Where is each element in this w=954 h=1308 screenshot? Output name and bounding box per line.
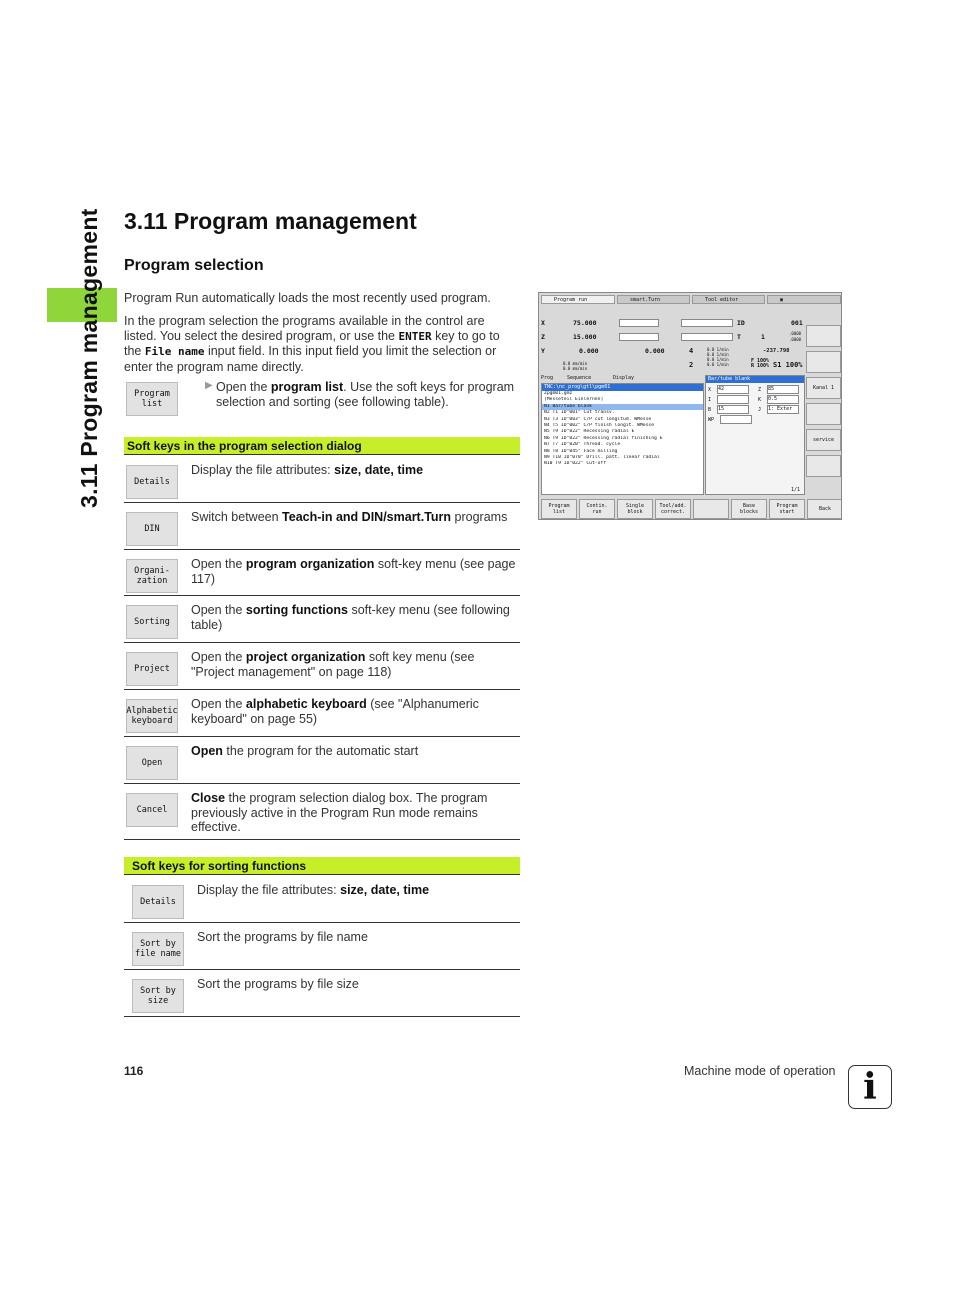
c-axis-field [681, 319, 733, 327]
tab-smart-turn[interactable] [617, 295, 690, 304]
table-row [124, 502, 520, 550]
dialog-field [758, 405, 799, 414]
t-label: T [737, 333, 741, 341]
dialog-field-input[interactable]: 0.5 [767, 395, 799, 404]
dialog-field-input[interactable]: 15 [717, 405, 749, 414]
softkey-button[interactable]: Organi- zation [126, 559, 178, 593]
feed-units [563, 361, 587, 371]
desc-text-bold: alphabetic keyboard [245, 697, 367, 711]
page-indicator: 1/1 [791, 487, 801, 493]
desc-text-bold: program organization [245, 557, 375, 571]
paragraph-2-text-b: key to go to the [124, 328, 500, 358]
sequence-menu[interactable]: Sequence [567, 375, 592, 381]
desc-text-bold: size, date, time [334, 463, 424, 477]
t-value: 1 [761, 333, 765, 341]
desc-text-pre: Sort the programs by file name [197, 930, 368, 944]
dialog-field-label: WP [708, 417, 715, 423]
table-row [124, 783, 520, 840]
paragraph-1: Program Run automatically loads the most recently used program. [124, 291, 491, 305]
softkey-button[interactable]: Project [126, 652, 178, 686]
angle-value: -237.798 [763, 348, 790, 354]
table-row [124, 736, 520, 784]
file-name-field-label: File name [144, 345, 205, 358]
softkey-button[interactable]: Sort by size [132, 979, 184, 1013]
axis-y-label: Y [541, 347, 545, 355]
paragraph-2 [124, 314, 520, 374]
list-item[interactable]: N6 T9 ID"022" Recessing radial finishing E [544, 435, 663, 441]
subsection-title: Program selection [124, 257, 264, 274]
dialog-field [758, 385, 799, 394]
softkey-button[interactable]: Sort by file name [132, 932, 184, 966]
list-item[interactable]: [Messeteil Einlernen] [544, 397, 604, 403]
program-list-lines [542, 391, 703, 468]
c2-axis-field [681, 333, 733, 341]
instruction-text [216, 380, 521, 409]
spindle-override: S1 100% [773, 361, 803, 369]
row-description [197, 883, 518, 898]
chapter-name: Machine mode of operation [684, 1064, 836, 1078]
dialog-field-label: Z [758, 387, 762, 393]
desc-text-pre: Display the file attributes: [191, 463, 335, 477]
desc-text-post: the program for the automatic start [222, 744, 419, 758]
softkey-button[interactable]: Details [132, 885, 184, 919]
bottom-softkey[interactable]: Program list [541, 499, 577, 519]
table1-header: Soft keys in the program selection dialog [124, 437, 520, 455]
dialog-field-label: B [708, 407, 712, 413]
softkey-button[interactable]: Sorting [126, 605, 178, 639]
softkey-button[interactable]: DIN [126, 512, 178, 546]
desc-text-pre: Sort the programs by file size [197, 977, 359, 991]
desc-text-post: the program selection dialog box. The program previously active in the Program Run mode remains effective. [191, 791, 488, 834]
side-softkey[interactable] [806, 351, 841, 373]
feed-unit-1: 0.0 mm/min [563, 361, 588, 366]
list-item[interactable]: N1 Bar/tube blank [542, 404, 703, 410]
feed-override: F 100% [751, 358, 770, 364]
dialog-field [708, 415, 752, 424]
softkey-button[interactable]: Cancel [126, 793, 178, 827]
list-item[interactable]: N2 T1 ID"001" Cut transv. [544, 410, 615, 416]
desc-text-post: soft-key menu (see page 117) [191, 557, 516, 586]
side-softkey[interactable] [806, 325, 841, 347]
tab-program-run-label: Program run [554, 297, 588, 303]
z-target-field [619, 333, 659, 341]
side-softkey[interactable] [806, 455, 841, 477]
axis-z-label: Z [541, 333, 545, 341]
bottom-softkey[interactable]: Program start [769, 499, 805, 519]
row-description [197, 930, 518, 945]
tab-program-run[interactable] [541, 295, 615, 304]
enter-key-label: ENTER [398, 329, 432, 343]
program-list[interactable] [541, 383, 704, 495]
desc-text-post: programs [451, 510, 508, 524]
axis-x-label: X [541, 319, 545, 327]
table-row [124, 455, 520, 503]
instruction-text-bold: program list [270, 380, 344, 394]
tab-tool-editor[interactable] [692, 295, 765, 304]
save-icon: ▣ [780, 297, 784, 303]
dialog-field-label: J [758, 407, 762, 413]
rpm-unit-1: 0.0 1/min [707, 347, 729, 352]
list-item[interactable]: Zpgm01.gmz [544, 391, 573, 396]
program-run-screenshot [538, 292, 842, 520]
tool-values [789, 331, 801, 343]
dialog-field-input[interactable]: 1: Exter [767, 405, 799, 414]
dialog-field [758, 395, 799, 404]
tab-tool-editor-label: Tool editor [705, 297, 739, 303]
desc-text-post: (see "Alphanumeric keyboard" on page 55) [191, 697, 479, 726]
row-description [191, 697, 518, 726]
list-item[interactable]: N5 T9 ID"022" Recessing radial E [544, 429, 635, 435]
bottom-softkey[interactable]: Back [807, 499, 842, 519]
table-row [124, 642, 520, 690]
list-item[interactable]: N4 T5 ID"002" C/P finish longit. WMesse [544, 422, 655, 428]
table-row [124, 969, 520, 1017]
paragraph-2-text-a: In the program selection the programs available in the control are listed. You select the desired program, or use the [124, 314, 485, 343]
dialog-field [708, 385, 749, 394]
instruction-text-b: . Use the soft keys for program selection and sorting (see following table). [216, 380, 515, 409]
desc-text-bold: sorting functions [245, 603, 348, 617]
bottom-softkey[interactable]: Tool/add. correct. [655, 499, 691, 519]
spindle-2-number: 2 [689, 361, 694, 369]
desc-text-pre: Switch between [191, 510, 283, 524]
axis-y-value: 0.000 [579, 347, 599, 355]
side-softkey[interactable] [806, 403, 841, 425]
rpm-unit-4: 0.0 1/min [707, 362, 729, 367]
desc-text-bold: Open [191, 744, 223, 758]
section-title: 3.11 Program management [124, 208, 417, 234]
dialog-field-label: K [758, 397, 762, 403]
row-description [191, 603, 518, 632]
desc-text-post: soft-key menu (see following table) [191, 603, 510, 632]
desc-text-pre: Open the [191, 650, 246, 664]
x-target-field [619, 319, 659, 327]
dialog-field-label: X [708, 387, 712, 393]
list-item[interactable]: N7 T7 ID"020" Thread. cycle [544, 442, 621, 448]
desc-text-pre: Display the file attributes: [197, 883, 341, 897]
table-row [124, 549, 520, 596]
page-number: 116 [124, 1064, 144, 1078]
table-row [124, 689, 520, 737]
softkey-button[interactable]: Open [126, 746, 178, 780]
tool-value-1: .0000 [789, 331, 802, 336]
list-item[interactable]: N10 T9 ID"022" Cut-off [544, 461, 607, 467]
side-softkey[interactable]: service [806, 429, 841, 451]
bottom-softkey[interactable]: Single block [617, 499, 653, 519]
id-label: ID [737, 319, 745, 327]
axis-z-value: 15.000 [573, 333, 597, 341]
desc-text-pre: Open the [191, 697, 246, 711]
list-item[interactable]: N8 T8 ID"045" Face milling [544, 448, 618, 454]
tool-value-2: .0000 [789, 337, 802, 342]
dialog-field [708, 405, 749, 414]
dialog-field-input[interactable]: 42 [717, 385, 749, 394]
side-softkey[interactable]: Kanal 1 [806, 377, 841, 399]
desc-text-bold: size, date, time [340, 883, 430, 897]
list-item[interactable]: N3 T3 ID"003" C/P cut longitud. WMesse [544, 416, 652, 422]
display-menu[interactable]: Display [613, 375, 635, 381]
id-value: 001 [791, 319, 803, 327]
dialog-field-input[interactable]: 85 [767, 385, 799, 394]
dialog-title: Bar/tube blank [706, 376, 804, 383]
rpm-unit-3: 0.0 1/min [707, 357, 729, 362]
bottom-softkey[interactable]: Contin. run [579, 499, 615, 519]
desc-text-bold: Close [191, 791, 226, 805]
row-description [191, 650, 518, 679]
row-description [191, 791, 518, 835]
table-row [124, 875, 520, 923]
bottom-softkey[interactable]: Base blocks [731, 499, 767, 519]
softkey-button[interactable]: Alphabetic keyboard [126, 699, 178, 733]
feed-unit-2: 0.0 mm/min [563, 366, 588, 371]
desc-text-pre: Open the [191, 557, 246, 571]
program-list-path: TNC:\nc_prog\gtl\pgm01 [542, 384, 703, 391]
table-row [124, 922, 520, 970]
bottom-softkey[interactable] [693, 499, 729, 519]
desc-text-post: soft key menu (see "Project management" on page 118) [191, 650, 475, 679]
list-item[interactable]: N9 T10 ID"070" Drill. patt. linear radial [544, 454, 660, 460]
override-values [751, 359, 769, 369]
desc-text-pre: Open the [191, 603, 246, 617]
desc-text-bold: Teach-in and DIN/smart.Turn [282, 510, 452, 524]
program-list-softkey[interactable]: Program list [126, 382, 178, 416]
table-row [124, 595, 520, 643]
rpm-unit-2: 0.0 1/min [707, 352, 729, 357]
dialog-field [708, 395, 749, 404]
tab-smart-turn-label: smart.Turn [630, 297, 661, 303]
arrow-right-icon: ▶ [205, 380, 213, 391]
dialog-field-label: I [708, 397, 712, 403]
spindle-4-number: 4 [689, 347, 694, 355]
row-description [191, 510, 518, 525]
side-tab-title: 3.11 Program management [76, 208, 102, 508]
row-description [191, 557, 518, 586]
row-description [191, 463, 518, 478]
axis-x-value: 75.000 [573, 319, 597, 327]
dialog-field-input[interactable] [717, 395, 749, 404]
bar-tube-blank-dialog [705, 375, 805, 495]
rapid-override: R 100% [751, 363, 770, 369]
rpm-units [707, 347, 729, 367]
info-icon: i [848, 1065, 892, 1109]
instruction-text-a: Open the [216, 380, 271, 394]
prog-menu[interactable]: Prog [541, 375, 554, 381]
table2-header: Soft keys for sorting functions [124, 857, 520, 875]
axis-u-value: 0.000 [645, 347, 665, 355]
softkey-button[interactable]: Details [126, 465, 178, 499]
desc-text-bold: project organization [245, 650, 366, 664]
row-description [191, 744, 518, 759]
row-description [197, 977, 518, 992]
paragraph-2-text-c: input field. In this input field you limit the selection or enter the program name directly. [124, 344, 497, 374]
tab-save[interactable] [767, 295, 841, 304]
dialog-field-input[interactable] [720, 415, 752, 424]
